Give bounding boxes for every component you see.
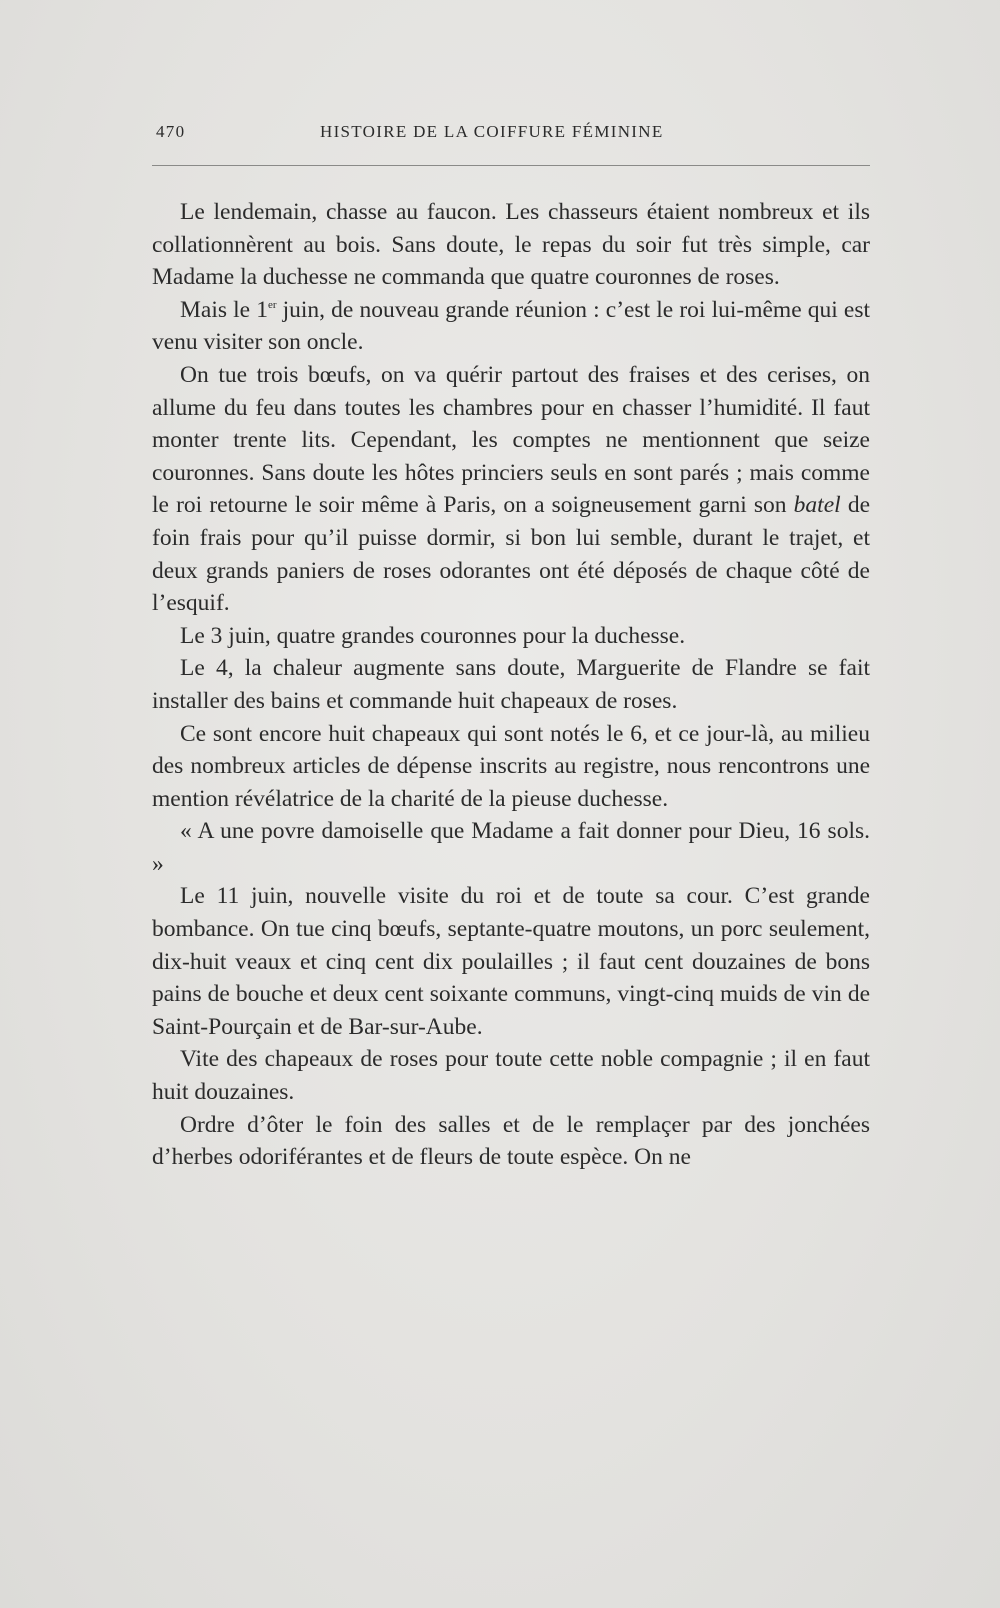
paragraph-9: Vite des chapeaux de roses pour toute cette noble compagnie ; il en faut huit douzaines.	[152, 1046, 870, 1106]
paragraph-1: Le lendemain, chasse au faucon. Les chasseurs étaient nombreux et ils collationnèrent au bois. Sans doute, le repas du soir fut très simple, car Madame la duchesse ne commanda que quatre couronnes de roses.	[152, 199, 870, 291]
italic-term-batel: batel	[793, 492, 841, 519]
header-rule	[152, 165, 870, 166]
paragraph-2-before: Mais le 1	[180, 296, 268, 323]
page-number: 470	[156, 122, 186, 141]
running-header	[152, 118, 870, 148]
paragraph-3-before: On tue trois bœufs, on va quérir partout des fraises et des cerises, on allume du feu dans toutes les chambres pour en chasser l’humidité. Il faut monter trente lits. Cependant, les comptes ne mentionnent que seize couronnes. Sans doute les hôtes princiers seuls en sont parés ; mais comme le roi retourne le soir même à Paris, on a soigneusement garni son	[152, 361, 870, 519]
running-title: HISTOIRE DE LA COIFFURE FÉMININE	[320, 122, 664, 141]
paragraph-3-after: de foin frais pour qu’il puisse dormir, si bon lui semble, durant le trajet, et deux grands paniers de roses odorantes ont été déposés de chaque côté de l’esquif.	[152, 492, 870, 617]
paragraph-5: Le 4, la chaleur augmente sans doute, Marguerite de Flandre se fait installer des bains et commande huit chapeaux de roses.	[152, 655, 870, 714]
paragraph-2	[152, 294, 870, 359]
paragraph-6: Ce sont encore huit chapeaux qui sont notés le 6, et ce jour-là, au milieu des nombreux articles de dépense inscrits au registre, nous rencontrons une mention révélatrice de la charité de la pieuse duchesse.	[152, 720, 870, 812]
paragraph-8: Le 11 juin, nouvelle visite du roi et de toute sa cour. C’est grande bombance. On tue cinq bœufs, septante-quatre moutons, un porc seulement, dix-huit veaux et cinq cent dix poulailles ; il faut cent douzaines de bons pains de bouche et deux cent soixante communs, vingt-cinq muids de vin de Saint-Pourçain et de Bar-sur-Aube.	[152, 883, 870, 1040]
ordinal-superscript: er	[267, 298, 277, 311]
paragraph-3	[152, 359, 870, 620]
paragraph-7-quote: « A une povre damoiselle que Madame a fait donner pour Dieu, 16 sols. »	[152, 818, 870, 877]
paragraph-10: Ordre d’ôter le foin des salles et de le remplaçer par des jonchées d’herbes odoriférantes et de fleurs de toute espèce. On ne	[152, 1111, 870, 1171]
body-text	[152, 196, 870, 1174]
paragraph-2-after: juin, de nouveau grande réunion : c’est le roi lui-même qui est venu visiter son oncle.	[152, 296, 870, 356]
paragraph-4: Le 3 juin, quatre grandes couronnes pour la duchesse.	[180, 622, 686, 649]
